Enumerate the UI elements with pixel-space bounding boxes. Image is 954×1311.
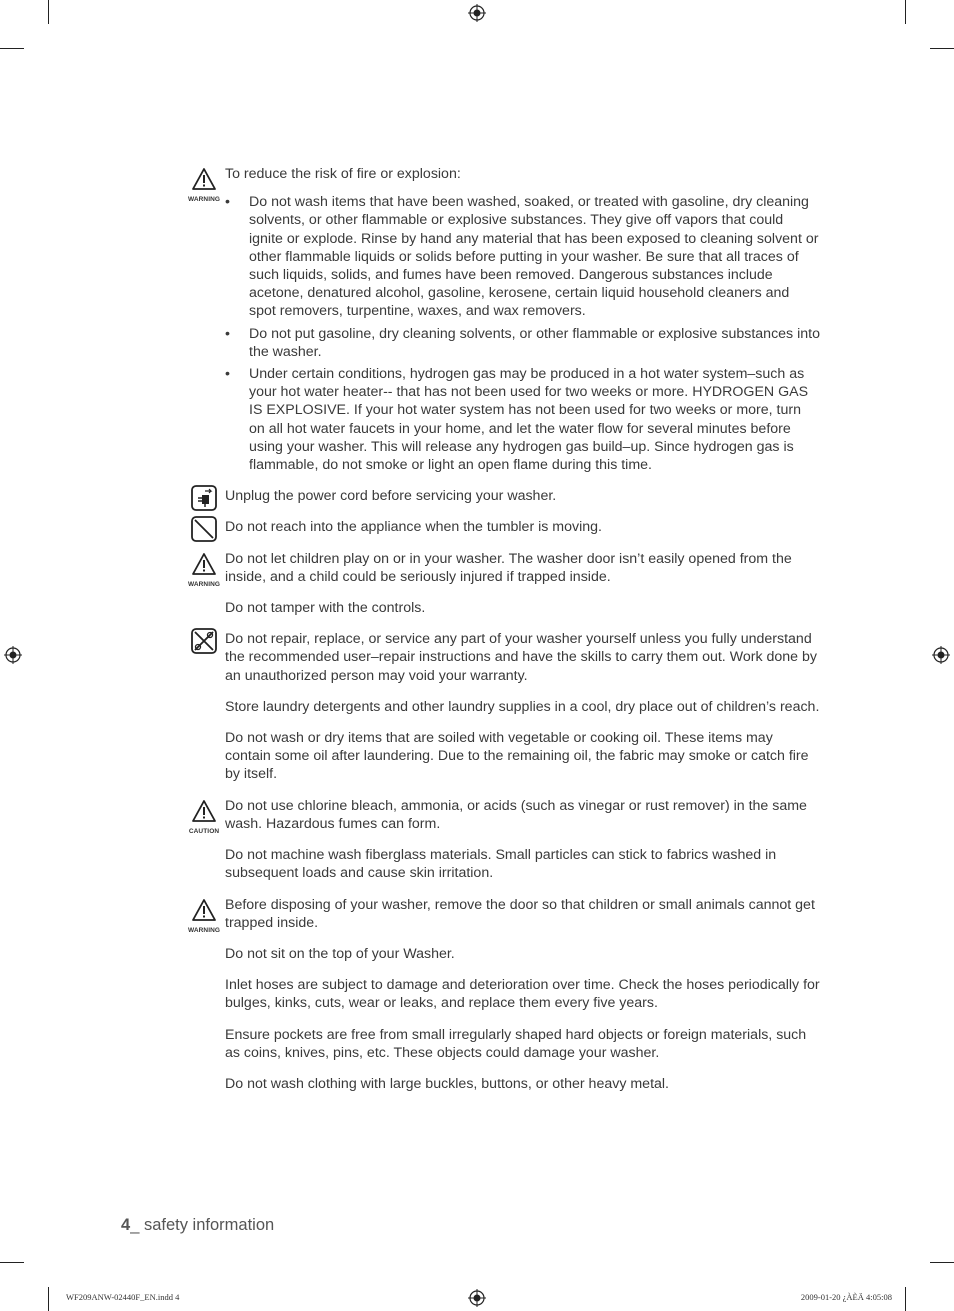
safety-item: [186, 599, 820, 617]
page-number: 4: [121, 1216, 131, 1234]
safety-item: [186, 630, 820, 685]
list-item: • Do not wash items that have been washed, soaked, or treated with gasoline, dry cleaning solvents, or other flammable or explosive substances. They give off vapors that could ignite or explode. Rinse by hand any material that has been exposed to cleaning solvent or other flammable liquids or solids before putting in your washer. Be sure that all traces of such liquids, solids, and fumes have been removed. Dangerous substances include acetone, denatured alcohol, gasoline, kerosene, certain liquid household cleaners and spot removers, turpentine, waxes, and wax removers.: [225, 193, 820, 320]
safety-item: [186, 846, 820, 882]
list-item: • Under certain conditions, hydrogen gas may be produced in a hot water system–such as your hot water heater-- that has not been used for two weeks or more. HYDROGEN GAS IS EXPLOSIVE. If your hot water system has not been used for two weeks or more, turn on all hot water faucets in your home, and let the water flow for several minutes before using your washer. This will release any hydrogen gas build–up. Since hydrogen gas is flammable, do not smoke or light an open flame during this time.: [225, 365, 820, 474]
safety-text: To reduce the risk of fire or explosion:: [225, 166, 461, 182]
crop-mark: [905, 0, 906, 24]
safety-item: [186, 1075, 820, 1093]
no-disassembly-icon: [186, 628, 222, 654]
list-item: • Do not put gasoline, dry cleaning solvents, or other flammable or explosive substances into the washer.: [225, 325, 820, 361]
safety-text: Do not wash or dry items that are soiled with vegetable or cooking oil. These items may contain some oil after laundering. Due to the remaining oil, the fabric may smoke or catch fire by itself.: [225, 730, 809, 783]
safety-text: Do not use chlorine bleach, ammonia, or acids (such as vinegar or rust remover) in the same wash. Hazardous fumes can form.: [225, 797, 807, 832]
warning-triangle-icon: [186, 167, 222, 209]
safety-item: [186, 896, 820, 932]
safety-item: [186, 487, 820, 505]
safety-text: Do not tamper with the controls.: [225, 600, 426, 617]
safety-item: [186, 165, 820, 474]
crop-mark: [905, 1287, 906, 1311]
safety-text: Before disposing of your washer, remove the door so that children or small animals cannot get trapped inside.: [225, 896, 815, 931]
safety-item: [186, 976, 820, 1012]
warning-triangle-icon: [186, 552, 222, 594]
registration-mark-icon: [468, 4, 486, 22]
safety-text: Ensure pockets are free from small irregularly shaped hard objects or foreign materials, such as coins, knives, pins, etc. These objects could damage your washer.: [225, 1026, 807, 1061]
safety-text: Do not let children play on or in your washer. The washer door isn’t easily opened from the inside, and a child could be seriously injured if trapped inside.: [225, 550, 792, 585]
safety-content: [186, 165, 820, 1106]
registration-mark-icon: [468, 1289, 486, 1307]
crop-mark: [48, 1287, 49, 1311]
safety-item: [186, 945, 820, 963]
safety-item: [186, 698, 820, 716]
crop-mark: [930, 48, 954, 49]
crop-mark: [0, 1262, 24, 1263]
crop-mark: [930, 1262, 954, 1263]
crop-mark: [0, 48, 24, 49]
icon-label: WARNING: [187, 196, 221, 203]
warning-triangle-icon: [186, 799, 222, 841]
icon-label: WARNING: [187, 926, 221, 934]
safety-text: Do not wash clothing with large buckles, buttons, or other heavy metal.: [225, 1075, 669, 1092]
safety-item: [186, 729, 820, 784]
registration-mark-icon: [932, 646, 950, 664]
icon-label: CAUTION: [188, 827, 220, 835]
page-footer: [121, 1216, 274, 1235]
safety-text: Do not repair, replace, or service any part of your washer yourself unless you fully understand the recommended user–repair instructions and have the skills to carry them out. Work done by an unauthorized person may void your warranty.: [225, 631, 817, 684]
bullet-list: [225, 193, 820, 474]
timestamp-slug: 2009-01-20 ¿ÀÈÄ 4:05:08: [800, 1292, 892, 1302]
safety-item: [186, 797, 820, 833]
crop-mark: [48, 0, 49, 24]
safety-text: Inlet hoses are subject to damage and deterioration over time. Check the hoses periodically for bulges, kinks, cuts, wear or leaks, and replace them every five years.: [225, 977, 820, 1012]
safety-item: [186, 550, 820, 586]
registration-mark-icon: [4, 646, 22, 664]
safety-text: Do not machine wash fiberglass materials. Small particles can stick to fabrics washed in subsequent loads and cause skin irritation.: [225, 847, 777, 882]
safety-item: [186, 518, 820, 536]
warning-triangle-icon: [186, 898, 222, 940]
file-slug: WF209ANW-02440F_EN.indd 4: [66, 1292, 180, 1302]
unplug-icon: [186, 485, 222, 511]
icon-label: WARNING: [187, 580, 221, 588]
section-title: _ safety information: [130, 1216, 275, 1234]
safety-text: Unplug the power cord before servicing your washer.: [225, 488, 557, 505]
do-not-touch-icon: [186, 516, 222, 542]
safety-item: [186, 1026, 820, 1062]
safety-text: Do not sit on the top of your Washer.: [225, 945, 455, 962]
safety-text: Do not reach into the appliance when the tumbler is moving.: [225, 519, 602, 536]
safety-text: Store laundry detergents and other laundry supplies in a cool, dry place out of children’s reach.: [225, 698, 820, 715]
